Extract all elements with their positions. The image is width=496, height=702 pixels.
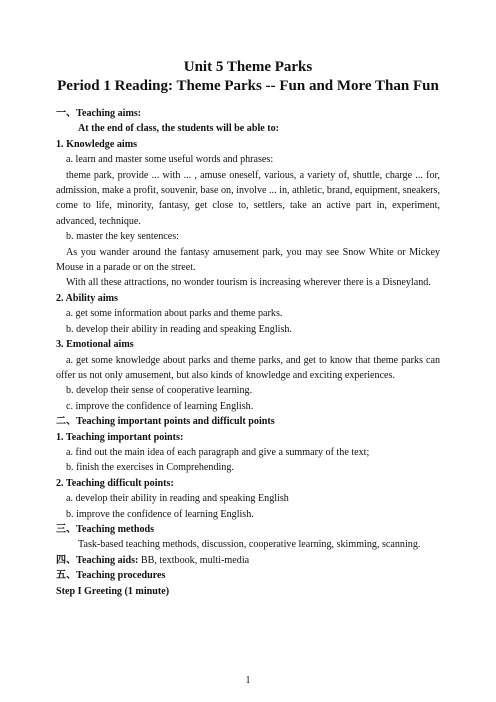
unit-title: Unit 5 Theme Parks [183,59,313,75]
page-number: 1 [245,675,251,686]
aids-text: BB, textbook, multi-media [138,554,250,566]
knowledge-word-list: theme park, provide ... with ... , amuse oneself, various, a variety of, shuttle, charge ... for, admission, make a profit, souvenir, base on, involve ... in, athletic, brand, equipment, sneakers, come to life, minority, fantasy, get close to, settlers, take an active part in, experiment, advanced, technique. [56,169,440,227]
emotional-aim-c: c. improve the confidence of learning English. [66,400,254,412]
section-teaching-aims-heading: 一、Teaching aims: [56,108,142,119]
ability-aims-heading: 2. Ability aims [56,292,118,304]
important-point-b: b. finish the exercises in Comprehending. [66,462,234,474]
difficult-point-a: a. develop their ability in reading and speaking English [66,493,289,505]
emotional-aims-heading: 3. Emotional aims [56,339,134,351]
section-procedures-heading: 五、Teaching procedures [56,570,166,582]
important-points-heading: 1. Teaching important points: [56,431,184,443]
key-sentence-1: As you wander around the fantasy amusement park, you may see Snow White or Mickey Mouse in a parade or on the street. [56,246,440,274]
difficult-points-heading: 2. Teaching difficult points: [56,477,174,489]
section-aids [56,553,440,568]
knowledge-aim-b: b. master the key sentences: [66,231,179,243]
methods-text: Task-based teaching methods, discussion, cooperative learning, skimming, scanning. [78,539,421,551]
section-methods-heading: 三、Teaching methods [56,523,155,535]
ability-aim-b: b. develop their ability in reading and speaking English. [66,323,292,335]
aids-heading: 四、Teaching aids: [56,554,139,566]
emotional-aim-a: a. get some knowledge about parks and theme parks, and get to know that theme parks can offer us not only amusement, but also kinds of knowledge and exciting experiences. [56,354,440,381]
emotional-aim-b: b. develop their sense of cooperative learning. [66,385,253,397]
document-body [56,106,440,599]
period-title: Period 1 Reading: Theme Parks -- Fun and More Than Fun [57,78,439,94]
difficult-point-b: b. improve the confidence of learning English. [66,508,254,520]
ability-aim-a: a. get some information about parks and theme parks. [66,308,283,320]
knowledge-aims-heading: 1. Knowledge aims [56,138,138,150]
section-points-heading: 二、Teaching important points and difficult points [56,416,275,428]
aims-intro: At the end of class, the students will be able to: [78,123,280,135]
knowledge-aim-a: a. learn and master some useful words and phrases: [66,154,274,166]
step-1-heading: Step I Greeting (1 minute) [56,585,170,597]
key-sentence-2: With all these attractions, no wonder tourism is increasing wherever there is a Disneyland. [66,277,431,289]
important-point-a: a. find out the main idea of each paragraph and give a summary of the text; [66,446,370,458]
